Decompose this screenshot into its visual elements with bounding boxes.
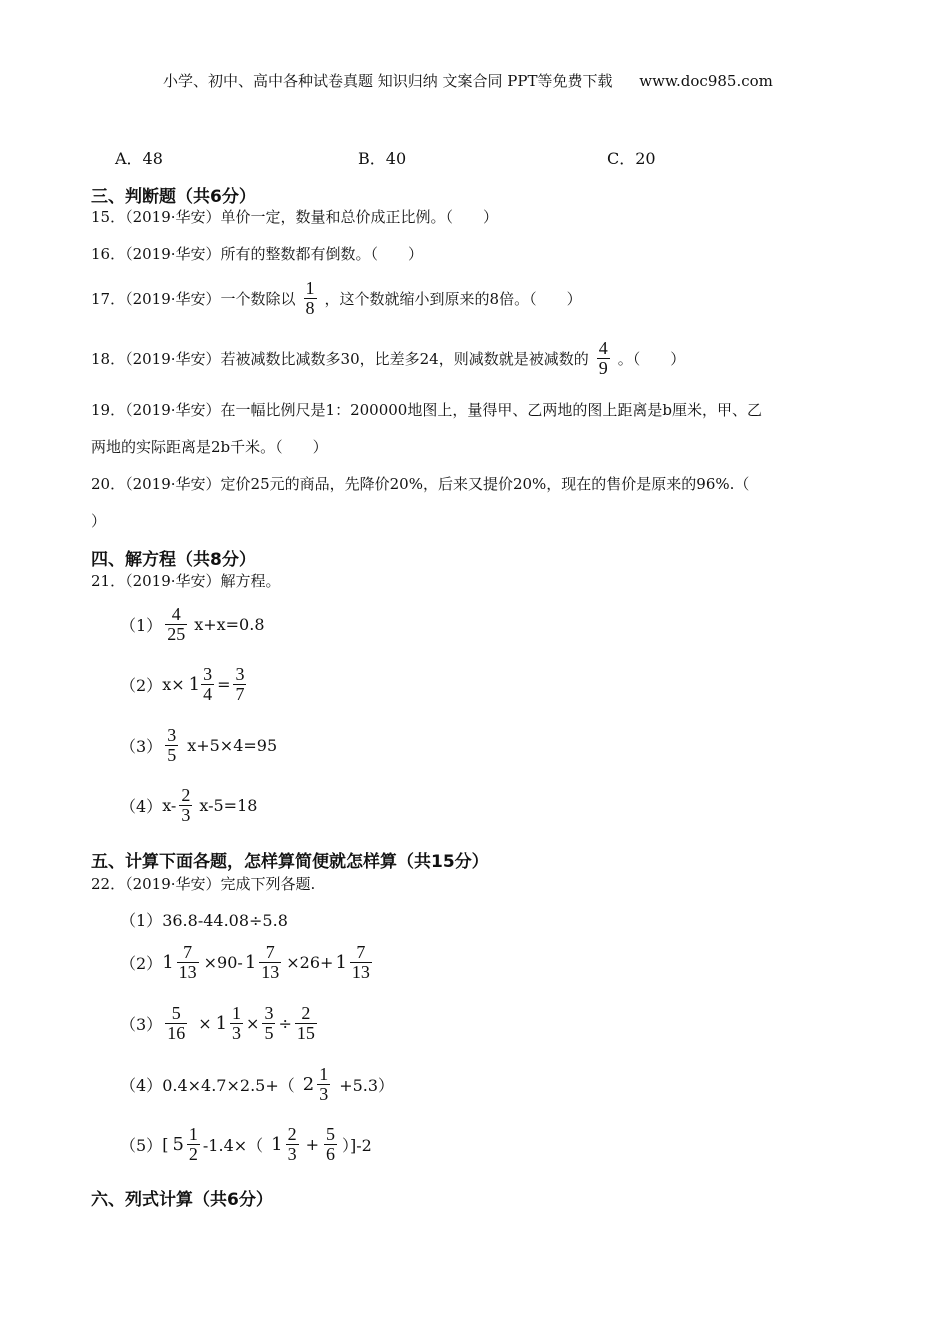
section-4-title: 四、解方程（共8分）	[91, 550, 256, 570]
mixed-whole: 1	[162, 951, 174, 973]
expression: x-	[162, 795, 177, 815]
q18-pre: 18．（2019·华安）若被减数比减数多30，比差多24，则减数就是被减数的	[91, 349, 589, 368]
expression: ）]-2	[342, 1135, 372, 1155]
expression: x+5×4=95	[187, 735, 278, 755]
q21-part-2	[120, 665, 249, 704]
operator: +	[305, 1134, 320, 1154]
operator: -1.4×（	[202, 1135, 264, 1155]
fraction: $\frac{1}{8}$	[305, 278, 315, 318]
part-label: （1）	[120, 911, 163, 930]
expression: 36.8-44.08÷5.8	[162, 911, 288, 930]
q21-part-3	[120, 726, 277, 765]
equals: =	[217, 674, 231, 694]
operator: ×	[198, 1013, 212, 1033]
part-label: （4）	[120, 796, 163, 816]
mixed-whole: 1	[188, 673, 201, 695]
question-19-line-1: 19．（2019·华安）在一幅比例尺是1：200000地图上，量得甲、乙两地的图上距离是b厘米，甲、乙	[91, 401, 762, 419]
header-url: www.doc985.com	[639, 72, 773, 90]
expression: +5.3）	[339, 1075, 395, 1095]
mixed-whole: 2	[302, 1073, 315, 1095]
section-3-title: 三、判断题（共6分）	[91, 187, 256, 207]
part-label: （2）	[120, 675, 163, 695]
question-18	[91, 339, 685, 378]
question-16: 16．（2019·华安）所有的整数都有倒数。（ ）	[91, 245, 424, 263]
question-22-stem: 22．（2019·华安）完成下列各题.	[91, 875, 316, 893]
fraction: $\frac{7}{13}$	[351, 942, 370, 982]
mixed-whole: 5	[172, 1133, 184, 1155]
operator: ÷	[278, 1013, 292, 1033]
q18-post: 。（ ）	[617, 349, 686, 368]
fraction: $\frac{2}{15}$	[296, 1003, 315, 1043]
expression: x×	[162, 674, 185, 694]
fraction: $\frac{3}{4}$	[203, 664, 213, 704]
question-21-stem: 21．（2019·华安）解方程。	[91, 572, 281, 590]
q21-part-4	[120, 786, 257, 825]
q17-pre: 17．（2019·华安）一个数除以	[91, 289, 296, 308]
option-a: A．48	[115, 149, 163, 168]
section-6-title: 六、列式计算（共6分）	[91, 1190, 273, 1210]
operator: ×90-	[203, 952, 243, 972]
fraction: $\frac{4}{25}$	[167, 604, 186, 644]
q22-part-1	[120, 908, 288, 931]
fraction: $\frac{7}{13}$	[261, 942, 280, 982]
q22-part-5	[120, 1125, 372, 1164]
fraction: $\frac{3}{5}$	[264, 1003, 274, 1043]
question-20-line-2: ）	[91, 512, 107, 530]
question-17	[91, 279, 582, 318]
operator: ×26+	[286, 952, 334, 972]
part-label: （1）	[120, 615, 163, 635]
fraction: $\frac{1}{3}$	[319, 1064, 329, 1104]
expression: 0.4×4.7×2.5+（	[162, 1075, 295, 1095]
option-b: B．40	[358, 149, 407, 168]
part-label: （3）	[120, 736, 163, 756]
q22-part-2	[120, 943, 375, 982]
mixed-whole: 1	[244, 951, 257, 973]
question-20-line-1: 20．（2019·华安）定价25元的商品，先降价20%，后来又提价20%，现在的售价是原来的96%.（	[91, 475, 750, 493]
bracket: [	[162, 1134, 169, 1154]
q22-part-4	[120, 1065, 394, 1104]
fraction: $\frac{3}{5}$	[167, 725, 177, 765]
expression: x-5=18	[199, 795, 258, 815]
q17-post: ，这个数就缩小到原来的8倍。（ ）	[324, 289, 582, 308]
fraction: $\frac{3}{7}$	[235, 664, 245, 704]
mixed-whole: 1	[271, 1133, 283, 1155]
page-header	[163, 70, 773, 91]
expression: x+x=0.8	[194, 614, 265, 634]
mixed-whole: 1	[215, 1012, 228, 1034]
section-5-title: 五、计算下面各题，怎样算简便就怎样算（共15分）	[91, 852, 489, 872]
header-text: 小学、初中、高中各种试卷真题 知识归纳 文案合同 PPT等免费下载	[163, 72, 613, 90]
question-15: 15．（2019·华安）单价一定，数量和总价成正比例。（ ）	[91, 208, 499, 226]
fraction: $\frac{4}{9}$	[598, 338, 608, 378]
q22-part-3	[120, 1004, 320, 1043]
part-label: （4）	[120, 1075, 163, 1095]
option-c: C．20	[607, 149, 656, 168]
part-label: （3）	[120, 1014, 163, 1034]
fraction: $\frac{1}{2}$	[188, 1124, 198, 1164]
fraction: $\frac{1}{3}$	[232, 1003, 242, 1043]
fraction: $\frac{2}{3}$	[181, 785, 191, 825]
fraction: $\frac{5}{16}$	[167, 1003, 186, 1043]
part-label: （2）	[120, 953, 163, 973]
question-19-line-2: 两地的实际距离是2b千米。（ ）	[91, 438, 328, 456]
part-label: （5）	[120, 1135, 163, 1155]
q21-part-1	[120, 605, 265, 644]
mixed-whole: 1	[335, 951, 347, 973]
fraction: $\frac{5}{6}$	[326, 1124, 336, 1164]
fraction: $\frac{2}{3}$	[287, 1124, 297, 1164]
fraction: $\frac{7}{13}$	[178, 942, 197, 982]
operator: ×	[246, 1013, 260, 1033]
